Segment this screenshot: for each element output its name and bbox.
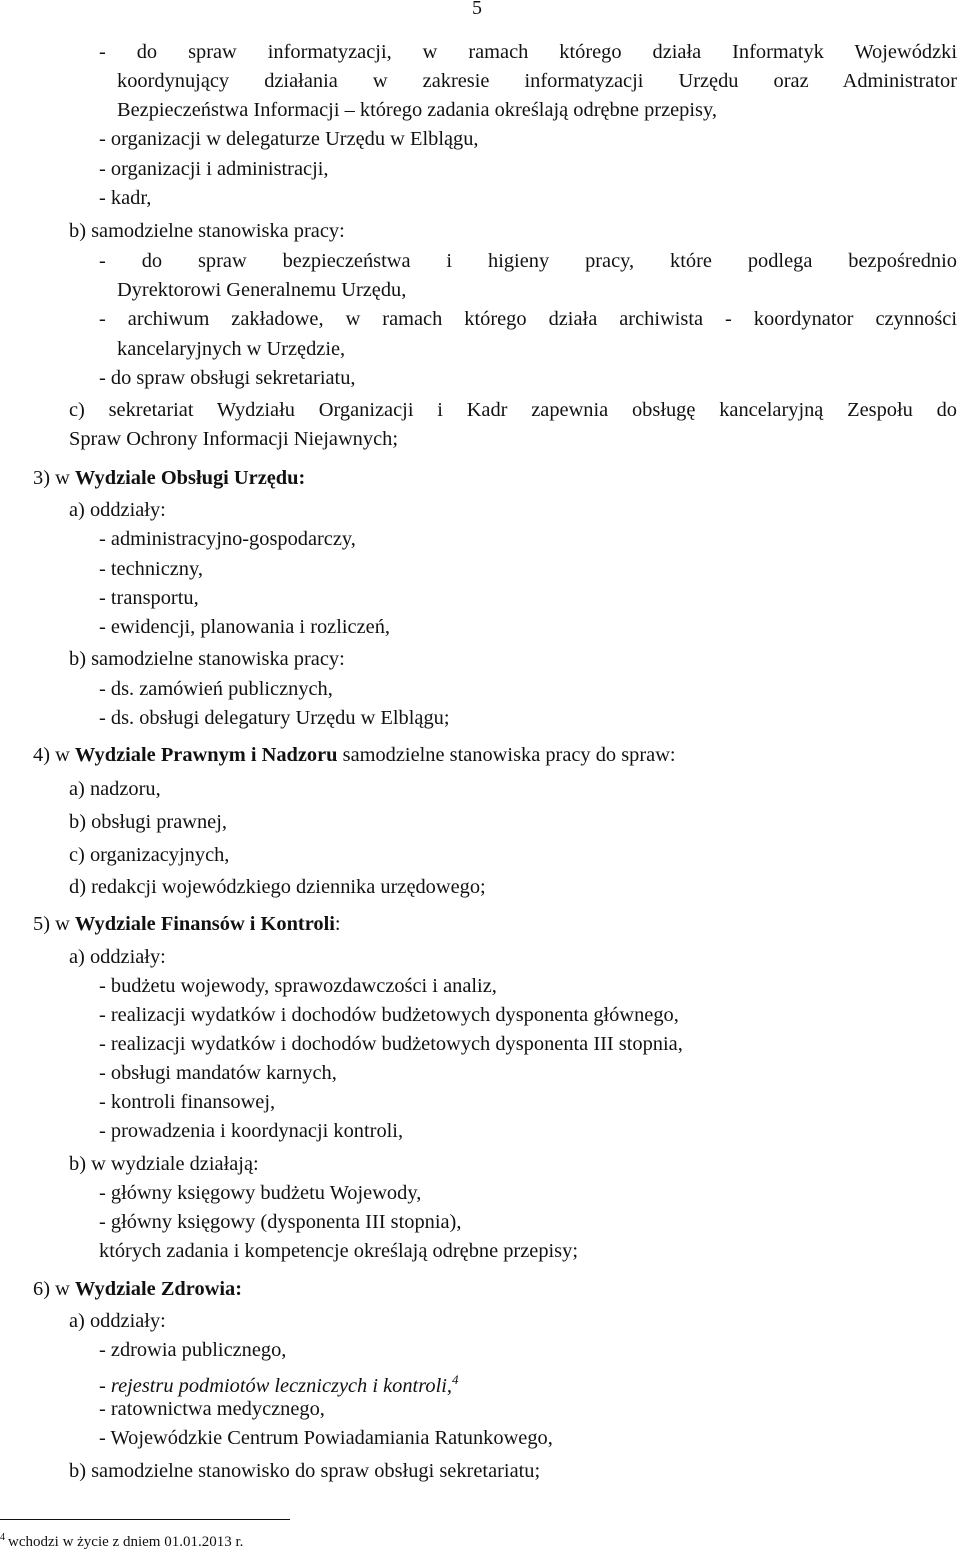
text-line: - kontroli finansowej,	[99, 1091, 276, 1113]
text-line: - do spraw bezpieczeństwa i higieny pracy, które podlega bezpośrednio	[99, 250, 957, 272]
text-line: b) samodzielne stanowiska pracy:	[69, 220, 345, 242]
text-line: - kadr,	[99, 187, 152, 209]
text-line: d) redakcji wojewódzkiego dziennika urzędowego;	[69, 876, 486, 898]
text-line: a) oddziały:	[69, 499, 166, 521]
text-line: - zdrowia publicznego,	[99, 1339, 287, 1361]
text-line: - transportu,	[99, 587, 199, 609]
text-line: - główny księgowy (dysponenta III stopnia),	[99, 1211, 462, 1233]
text-line: a) oddziały:	[69, 946, 166, 968]
footnote-reference: 4	[452, 1372, 459, 1387]
text-line: - techniczny,	[99, 558, 203, 580]
text-line: c) organizacyjnych,	[69, 844, 230, 866]
text-line: a) oddziały:	[69, 1310, 166, 1332]
section-heading: 4) w Wydziale Prawnym i Nadzoru samodzielne stanowiska pracy do spraw:	[33, 744, 676, 766]
text-line: - do spraw obsługi sekretariatu,	[99, 367, 356, 389]
text-line: - realizacji wydatków i dochodów budżetowych dysponenta głównego,	[99, 1004, 679, 1026]
text-line: a) nadzoru,	[69, 778, 161, 800]
text-line: b) obsługi prawnej,	[69, 811, 227, 833]
text-line: - realizacji wydatków i dochodów budżetowych dysponenta III stopnia,	[99, 1033, 683, 1055]
text-line: - obsługi mandatów karnych,	[99, 1062, 337, 1084]
text-line: Bezpieczeństwa Informacji – którego zadania określają odrębne przepisy,	[117, 99, 717, 121]
text-line: - do spraw informatyzacji, w ramach którego działa Informatyk Wojewódzki	[99, 41, 957, 63]
footnote-text: wchodzi w życie z dniem 01.01.2013 r.	[8, 1534, 244, 1550]
text-line: b) samodzielne stanowisko do spraw obsługi sekretariatu;	[69, 1460, 541, 1482]
text-line: - archiwum zakładowe, w ramach którego działa archiwista - koordynator czynności	[99, 308, 957, 330]
text-line: - administracyjno-gospodarczy,	[99, 528, 356, 550]
text-line: - główny księgowy budżetu Wojewody,	[99, 1182, 422, 1204]
text-line: kancelaryjnych w Urzędzie,	[117, 338, 346, 360]
text-line: c) sekretariat Wydziału Organizacji i Kadr zapewnia obsługę kancelaryjną Zespołu do	[69, 399, 957, 421]
text-line: - prowadzenia i koordynacji kontroli,	[99, 1120, 404, 1142]
text-line: - budżetu wojewody, sprawozdawczości i analiz,	[99, 975, 497, 997]
text-line: Dyrektorowi Generalnemu Urzędu,	[117, 279, 407, 301]
footnote-marker: 4	[0, 1532, 5, 1543]
text-line: - organizacji i administracji,	[99, 158, 329, 180]
text-line: - organizacji w delegaturze Urzędu w Elblągu,	[99, 128, 479, 150]
page-number: 5	[472, 0, 482, 19]
text-line: Spraw Ochrony Informacji Niejawnych;	[69, 428, 398, 450]
footnote-separator	[0, 1519, 290, 1520]
text-line: - Wojewódzkie Centrum Powiadamiania Ratunkowego,	[99, 1427, 553, 1449]
text-line: b) w wydziale działają:	[69, 1153, 259, 1175]
text-line: - ds. zamówień publicznych,	[99, 678, 333, 700]
text-line: b) samodzielne stanowiska pracy:	[69, 648, 345, 670]
text-line: - ewidencji, planowania i rozliczeń,	[99, 616, 391, 638]
text-line: - ds. obsługi delegatury Urzędu w Elblągu;	[99, 707, 450, 729]
section-heading: 3) w Wydziale Obsługi Urzędu:	[33, 467, 306, 489]
section-heading: 5) w Wydziale Finansów i Kontroli:	[33, 913, 341, 935]
text-line: - ratownictwa medycznego,	[99, 1398, 325, 1420]
text-line: których zadania i kompetencje określają odrębne przepisy;	[99, 1240, 578, 1262]
section-heading: 6) w Wydziale Zdrowia:	[33, 1278, 243, 1300]
text-line: koordynujący działania w zakresie informatyzacji Urzędu oraz Administrator	[117, 70, 957, 92]
footnote	[0, 1528, 243, 1552]
text-line: - rejestru podmiotów leczniczych i kontroli,$^4$	[99, 1372, 459, 1397]
